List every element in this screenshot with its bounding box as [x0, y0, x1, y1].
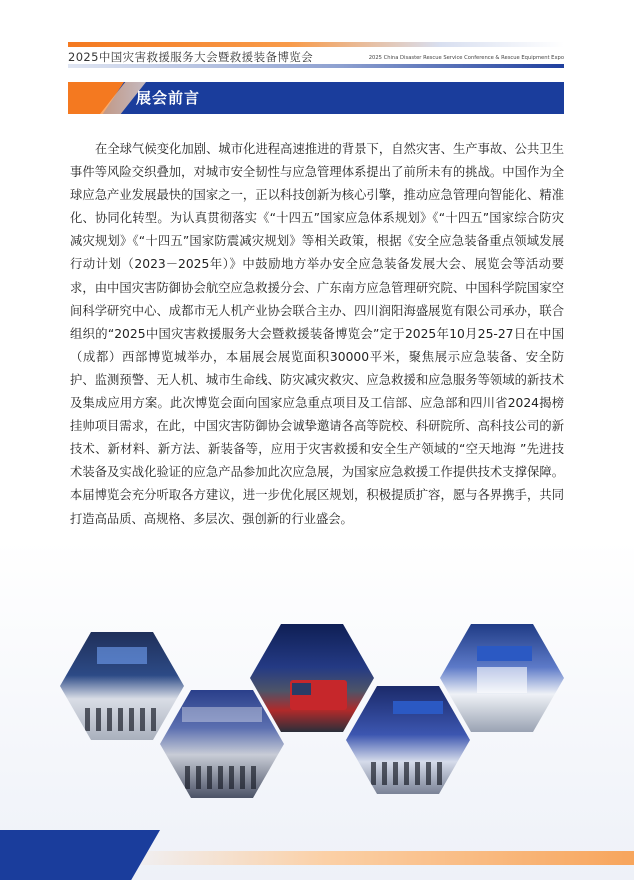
header-accent-bar — [68, 42, 564, 47]
photo-visitors — [371, 762, 445, 786]
photo-stand-sign — [477, 646, 532, 661]
footer-accent-bar — [120, 851, 634, 865]
header-divider — [68, 64, 564, 68]
photo-banner — [182, 707, 261, 722]
header-title-en: 2025 China Disaster Rescue Service Conference & Rescue Equipment Expo — [368, 55, 564, 61]
header-title-cn: 2025中国灾害救援服务大会暨救援装备博览会 — [68, 50, 314, 64]
photo-visitors — [85, 708, 159, 732]
photo-fire-truck — [290, 680, 347, 710]
intro-paragraph: 在全球气候变化加剧、城市化进程高速推进的背景下，自然灾害、生产事故、公共卫生事件等风险交织叠加，对城市安全韧性与应急管理体系提出了前所未有的挑战。中国作为全球应急产业发展最快的国家之一，正以科技创新为核心引擎，推动应急管理向智能化、精准化、协同化转型。为认真贯彻落实《“十四五”国家应急体系规划》《“十四五”国家综合防灾减灾规划》《“十四五”国家防震减灾规划》等相关政策，根据《安全应急装备重点领域发展行动计划（2023－2025年）》中鼓励地方举办安全应急装备发展大会、展览会等活动要求，由中国灾害防御协会航空应急救援分会、广东南方应急管理研究院、中国科学院国家空间科学研究中心、成都市无人机产业协会联合主办、四川润阳海盛展览有限公司承办，联合组织的“2025中国灾害救援服务大会暨救援装备博览会”定于2025年10月25-27日在中国（成都）西部博览城举办，本届展会展览面积30000平米，聚焦展示应急装备、安全防护、监测预警、无人机、城市生命线、防灾减灾救灾、应急救援和应急服务等领域的新技术及集成应用方案。此次博览会面向国家应急重点项目及工信部、应急部和四川省2024揭榜挂帅项目需求，在此，中国灾害防御协会诚挚邀请各高等院校、科研院所、高科技公司的新技术、新材料、新方法、新装备等，应用于灾害救援和安全生产领域的“空天地海 ”先进技术装备及实战化验证的应急产品参加此次应急展，为国家应急救援工作提供技术支撑保障。本届博览会充分听取各方建议，进一步优化展区规划，积极提质扩容，愿与各界携手，共同打造高品质、高规格、多层次、强创新的行业盛会。 — [70, 142, 564, 526]
photo-truck-window — [292, 683, 311, 695]
section-title: 展会前言 — [136, 89, 201, 107]
photo-booth-sign — [393, 701, 443, 714]
photo-visitors — [185, 766, 259, 790]
photo-screen — [97, 647, 147, 664]
photo-stand-panel — [477, 667, 527, 693]
